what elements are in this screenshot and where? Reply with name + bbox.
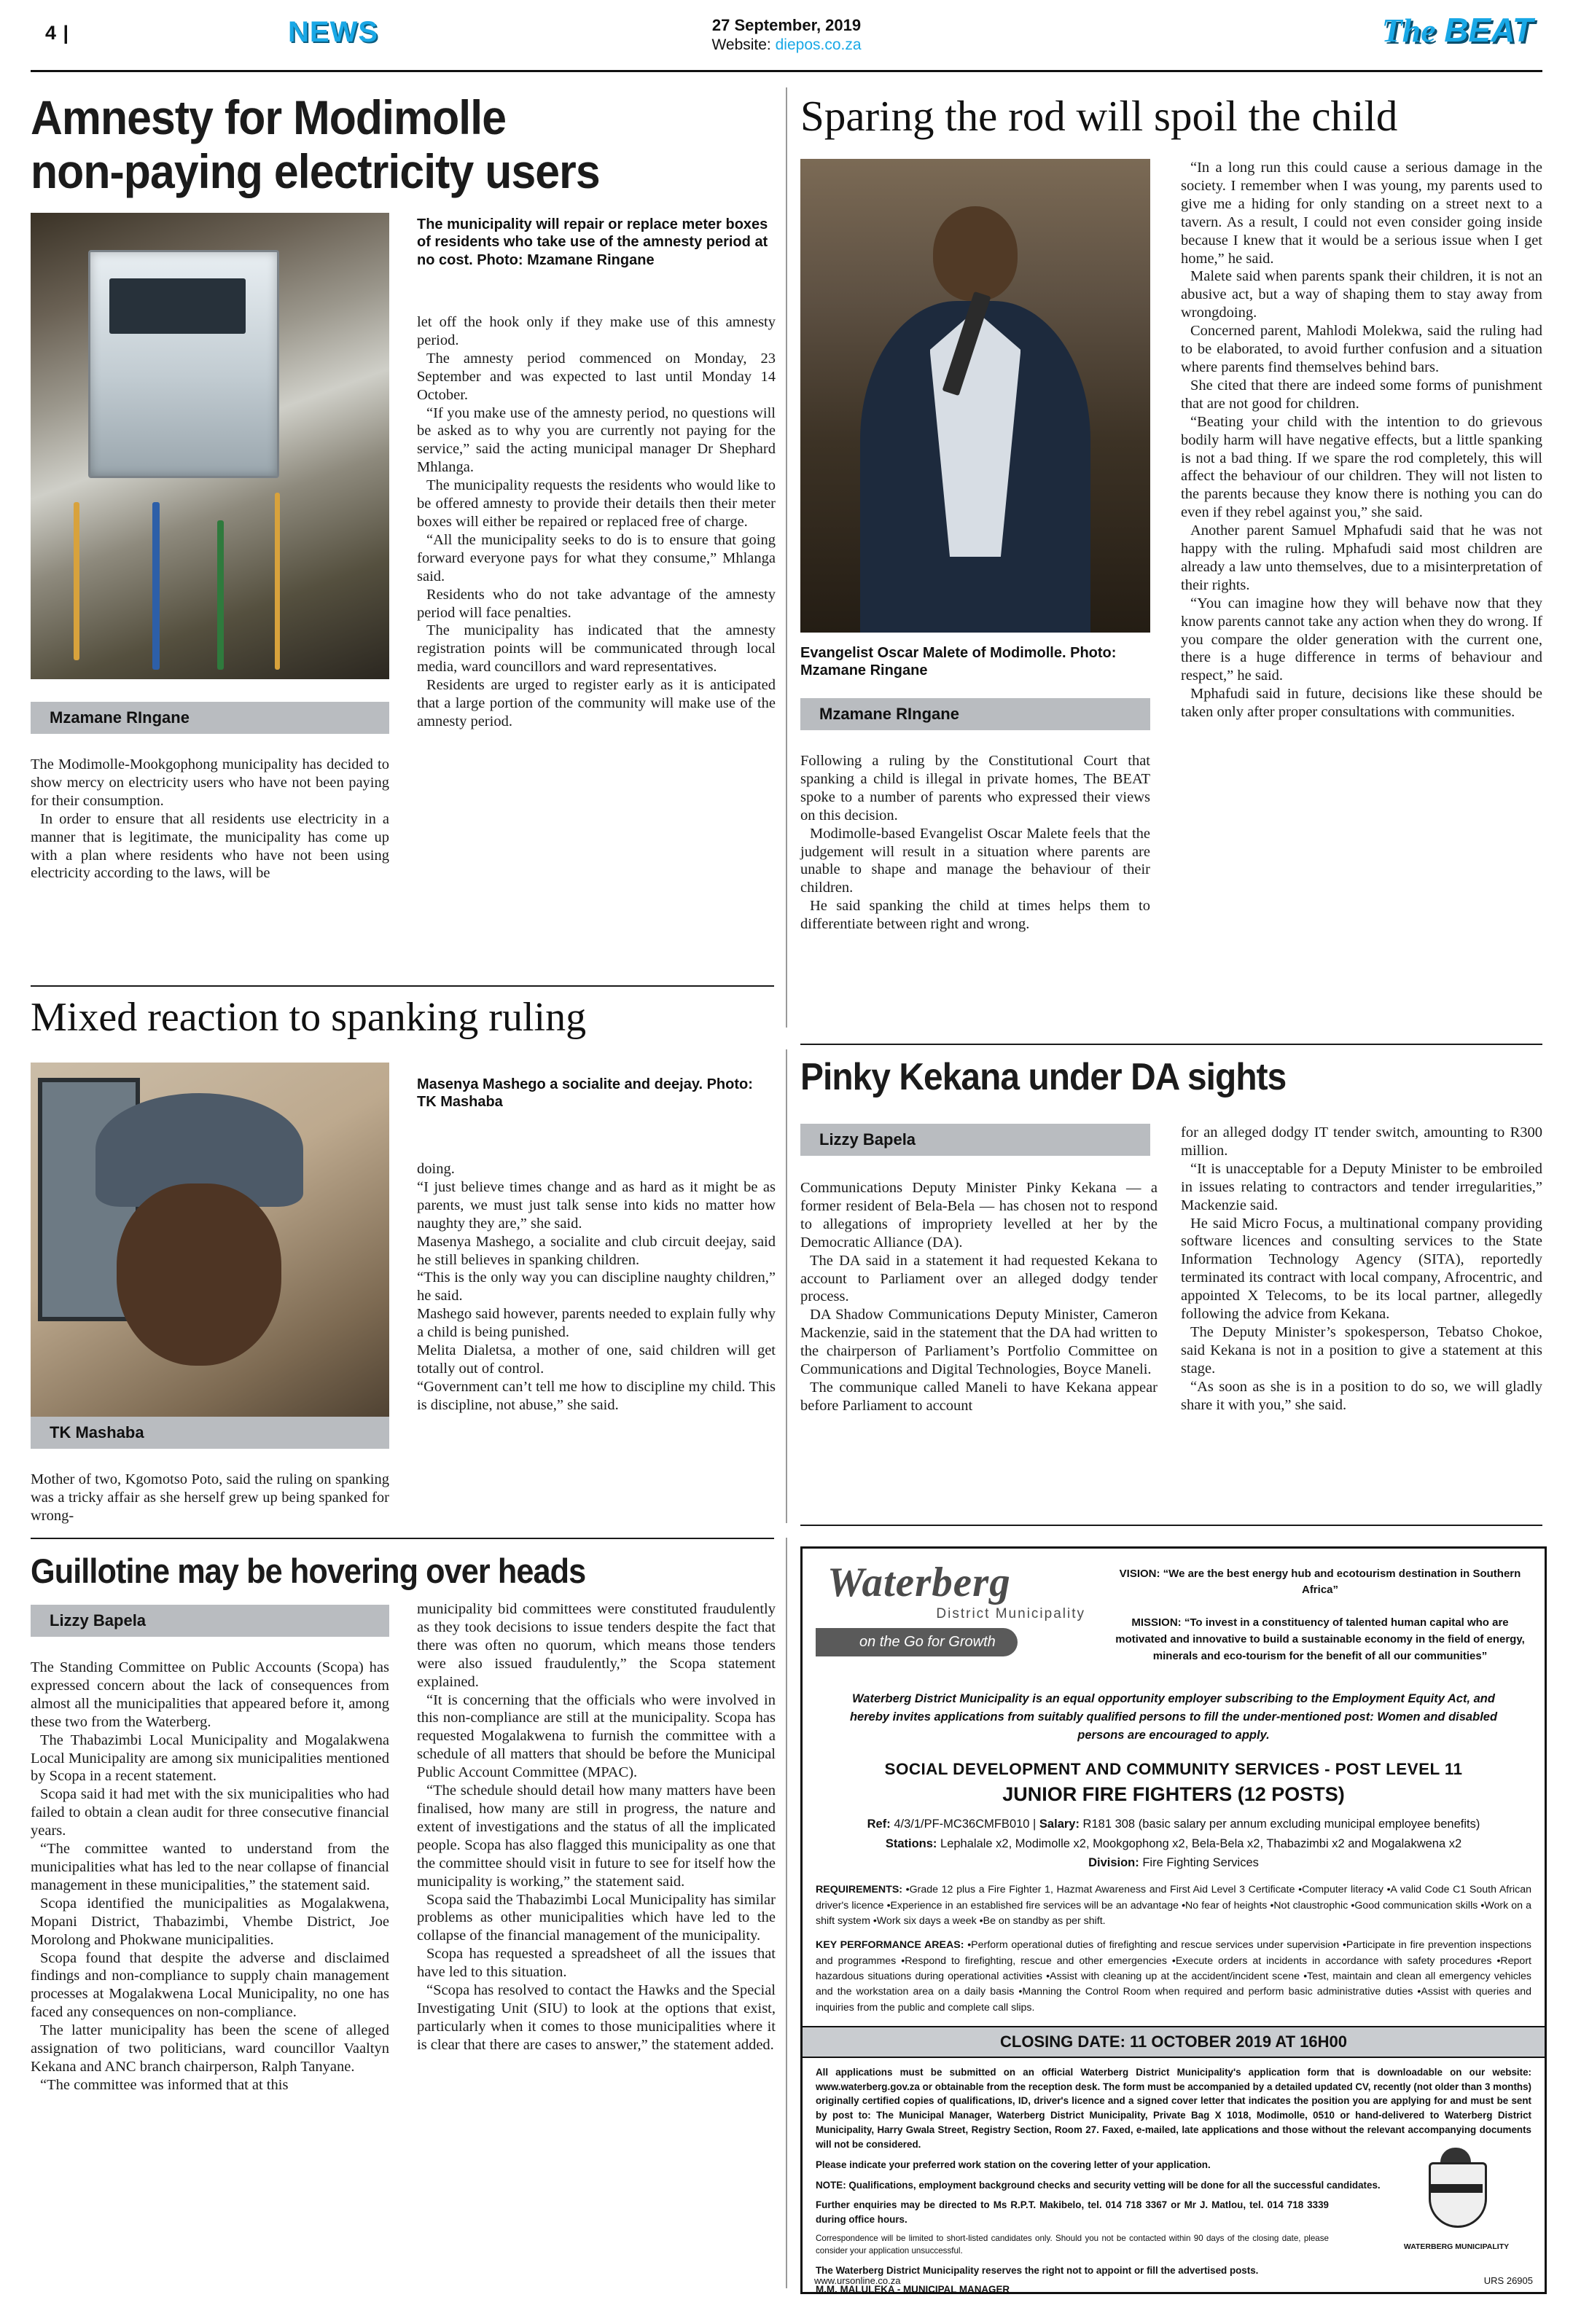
article-kekana-byline: Lizzy Bapela [800,1124,1150,1156]
issue-date: 27 September, 2019 [711,16,862,34]
advert-coat-of-arms-block [1387,2148,1526,2251]
paragraph: The municipality requests the residents who would like to be offered amnesty to provide their details then their meter boxes will either be repaired or replaced free of charge. [417,477,776,530]
advert-vision: VISION: “We are the best energy hub and ecotourism destination in Southern Africa” [1119,1568,1521,1596]
section-rule-2 [800,1044,1542,1045]
article-guillotine-byline: Lizzy Bapela [31,1605,389,1637]
article-rod-headline: Sparing the rod will spoil the child [800,92,1398,140]
article-mixed-byline: TK Mashaba [31,1417,389,1449]
page-folio: 4 | [45,22,70,44]
paragraph: for an alleged dodgy IT tender switch, amounting to R300 million. [1181,1124,1542,1159]
paragraph: “Scopa has resolved to contact the Hawks and the Special Investigating Unit (SIU) to look at the options that exist, particularly when it comes to those municipalities where it is clear that there are cases to answer,” the statement added. [417,1982,776,2053]
paragraph: Malete said when parents spank their children, it is not an abusive act, but a way of shaping them to stay away from wrongdoing. [1181,268,1542,321]
paragraph: “It is unacceptable for a Deputy Minister to be embroiled in issues relating to contractors and tender irregularities,” Mackenzie said. [1181,1160,1542,1213]
advert-post-level: SOCIAL DEVELOPMENT AND COMMUNITY SERVICES - POST LEVEL 11 [884,1760,1463,1779]
waterberg-logo [816,1559,1101,1683]
advert-coat-label: WATERBERG MUNICIPALITY [1403,2242,1510,2251]
article-amnesty-col2 [417,313,776,731]
photo-evangelist [800,159,1150,633]
publication-logo: The BEAT [1381,11,1533,49]
masthead [0,0,1573,70]
column-divider-bottom [786,1049,787,1523]
article-amnesty-col1 [31,756,389,883]
advert-stations-value: Lephalale x2, Modimolle x2, Mookgophong x2, Bela-Bela x2, Thabazimbi x2 and Mogalakwena x2 [937,1836,1462,1850]
advert-kpa-text: •Perform operational duties of firefighting and rescue services under supervision •Participate in fire prevention inspections and programmes •Respond to firefighting, rescue and other emergencies •Execute orders at incidents in accordance with safety procedures •Report hazardous situations during operational activities •Assist with cleaning up at the accident/incident scene •Test, maintain and clean all emergency vehicles and the workstation area on a daily basis •Manning the Control Room when required and perform basic administrative duties •Assist with queries and inquiries from the public and complete call slips. [816,1939,1531,2014]
photo-deejay [31,1063,389,1441]
advert-enquiries: Further enquiries may be directed to Ms R.P.T. Makibelo, tel. 014 718 3367 or Mr J. Matlou, tel. 014 718 3339 during office hours. [816,2199,1329,2226]
paragraph: “In a long run this could cause a serious damage in the society. I remember when I was young, my parents used to give me a hiding for only standing on a street next to a tavern. As a result, I could not even consider going inside because I knew that it would be a serious issue when I get home,” he said. [1181,160,1542,267]
paragraph: Modimolle-based Evangelist Oscar Malete feels that the judgement will result in a situation where parents are unable to shape and manage the behaviour of their children. [800,825,1150,896]
advert-intro: Waterberg District Municipality is an equal opportunity employer subscribing to the Employment Equity Act, and hereby invites applications from suitably qualified persons to fill the under-mentioned post: Women and disabled persons are encouraged to apply. [849,1692,1498,1742]
advert-waterberg [800,1546,1547,2294]
article-amnesty-byline: Mzamane RIngane [31,702,389,734]
article-guillotine-col1 [31,1659,389,2094]
paragraph: “Beating your child with the intention to do grievous bodily harm will have negative effects, but a little spanking is not a bad thing. If we spare the rod completely, this will affect the behaviour of our children. They will not listen to the parents because they know there is nothing you can do even if they rebel against you,” she said. [1181,413,1542,521]
paragraph: Following a ruling by the Constitutional Court that spanking a child is illegal in private homes, The BEAT spoke to a number of parents who expressed their views on this decision. [800,753,1150,823]
paragraph: “If you make use of the amnesty period, no questions will be asked as to why you are currently not paying for the service,” said the acting municipal manager Dr Shephard Mhlanga. [417,404,776,476]
section-label: NEWS [288,16,378,48]
section-rule-3 [800,1525,1542,1526]
advert-requirements [803,1872,1545,1929]
article-amnesty [31,90,774,198]
paragraph: The Thabazimbi Local Municipality and Mogalakwena Local Municipality are among six municipalities mentioned by Scopa in a recent statement. [31,1732,389,1785]
paragraph: Mashego said however, parents needed to explain fully why a child is being punished. [417,1306,776,1341]
paragraph: municipality bid committees were constituted fraudulently as they took decisions to issue tenders despite the fact that there was often no quorum, which means those tenders were also issued fraudulently,” the Scopa statement explained. [417,1601,776,1690]
advert-apply-para: All applications must be submitted on an official Waterberg District Municipality's application form that is downloadable on our website: www.waterberg.gov.za or obtainable from the reception desk. The form must be accompanied by a detailed updated CV, recently (not older than 3 months) originally certified copies of qualifications, ID, driver's licence and a signed cover letter that indicates the position you are applying for and must be sent by post to: The Municipal Manager, Waterberg District Municipality, Private Bag X 1018, Modimolle, 0510 or hand-delivered to Waterberg District Municipality, Harry Gwala Street, Registry Section, Room 27. Faxed, e-mailed, late applications and those without the relevant accompanying documents will not be considered. [816,2066,1531,2150]
advert-salary-value: R181 308 (basic salary per annum excluding municipal employee benefits) [1079,1818,1480,1831]
paragraph: Mother of two, Kgomotso Poto, said the ruling on spanking was a tricky affair as she herself grew up being spanked for wrong- [31,1471,389,1524]
advert-closing-date: CLOSING DATE: 11 OCTOBER 2019 AT 16H00 [803,2026,1545,2058]
advert-kpa [803,1929,1545,2015]
paragraph: In order to ensure that all residents use electricity in a manner that is legitimate, the municipality has come up with a plan where residents who have not been using electricity according to the laws, will be [31,810,389,882]
paragraph: “The schedule should detail how many matters have been finalised, how many are still in progress, the nature and extent of investigations and the status of all the implicated people. Scopa has also flagged this municipality as one that the committee should visit in future to see for itself how the municipality is working,” the statement said. [417,1783,776,1890]
article-kekana-col2 [1181,1124,1542,1415]
section-rule-1 [31,985,774,987]
advert-ref-value: 4/3/1/PF-MC36CMFB010 | [890,1818,1039,1831]
article-mixed-col2 [417,1160,776,1415]
paragraph: Concerned parent, Mahlodi Molekwa, said the ruling had to be elaborated, to avoid further confusion and a situation where parents find themselves behind bars. [1181,323,1542,375]
coat-of-arms-icon [1413,2148,1500,2242]
advert-ref-line [820,1815,1527,1834]
article-mixed-col1 [31,1471,389,1525]
paragraph: The Deputy Minister’s spokesperson, Tebatso Chokoe, said Kekana is not in a position to give a statement at this stage. [1181,1323,1542,1377]
photo-evangelist-caption: Evangelist Oscar Malete of Modimolle. Photo: Mzamane Ringane [800,645,1117,679]
article-guillotine-col2 [417,1600,776,2054]
waterberg-logo-sub: District Municipality [936,1606,1085,1621]
advert-ref-label: Ref: [867,1818,891,1831]
paragraph: The municipality has indicated that the amnesty registration points will be communicated through local media, ward councillors and ward representatives. [417,622,776,676]
paragraph: “The committee wanted to understand from the municipalities what has led to the near collapse of financial management in these municipalities,” the statement said. [31,1841,389,1893]
paragraph: Scopa found that despite the adverse and disclaimed findings and non-compliance to supply chain management processes at Mogalakwena Local Municipality, no one has faced any consequences on non-compliance. [31,1949,389,2021]
advert-mission: MISSION: “To invest in a constituency of talented human capital who are motivated and innovative to build a sustainable economy in the field of energy, minerals and eco-tourism for the benefit of all our communities” [1115,1616,1525,1662]
paragraph: The Standing Committee on Public Accounts (Scopa) has expressed concern about the lack of consequences from almost all the municipalities that appeared before it, among these two from the Waterberg. [31,1659,389,1730]
advert-footer-code: URS 26905 [1483,2275,1533,2286]
paragraph: Melita Dialetsa, a mother of one, said children will get totally out of control. [417,1342,776,1377]
article-guillotine-headline: Guillotine may be hovering over heads [31,1552,586,1590]
paragraph: Mphafudi said in future, decisions like these should be taken only after proper consultations with communities. [1181,686,1542,721]
paragraph: The Modimolle-Mookgophong municipality has decided to show mercy on electricity users who have not been paying for their consumption. [31,756,389,809]
advert-salary-label: Salary: [1039,1818,1080,1831]
article-mixed-headline: Mixed reaction to spanking ruling [31,995,587,1040]
article-kekana-col1 [800,1179,1158,1415]
advert-requirements-label: REQUIREMENTS: [816,1884,903,1896]
paragraph: Scopa identified the municipalities as Mogalakwena, Mopani District, Thabazimbi, Vhembe District, Joe Morolong and Phokwane municipalities. [31,1895,389,1948]
advert-note: NOTE: Qualifications, employment background checks and security vetting will be done for all the successful candidates. [816,2179,1381,2191]
paragraph: Scopa said the Thabazimbi Local Municipality has similar problems as other municipalities which have led to the collapse of the financial management of the municipality. [417,1891,776,1944]
section-rule-4 [31,1538,774,1539]
article-kekana-headline: Pinky Kekana under DA sights [800,1056,1287,1098]
paragraph: “As soon as she is in a position to do so, we will gladly share it with you,” she said. [1181,1378,1542,1413]
advert-preferred-station: Please indicate your preferred work station on the covering letter of your application. [816,2159,1211,2170]
paragraph: Masenya Mashego, a socialite and club circuit deejay, said he still believes in spanking children. [417,1233,776,1268]
waterberg-logo-ribbon: on the Go for Growth [816,1628,1018,1656]
column-divider-bottom-left [786,1538,787,2288]
paragraph: Another parent Samuel Mphafudi said that he was not happy with the ruling. Mphafudi said most children are already a law unto themselves, due to a misinterpretation of their rights. [1181,523,1542,593]
advert-manager: M.M. MALULEKA - MUNICIPAL MANAGER [816,2283,1010,2295]
paragraph: She cited that there are indeed some forms of punishment that are not good for children. [1181,377,1542,412]
paragraph: “You can imagine how they will behave now that they know parents cannot take any action when they do wrong. If you compare the older generation with the current one, there is a huge difference in terms of behaviour and respect,” he said. [1181,595,1542,684]
website-label: Website: [711,36,771,53]
paragraph: “The committee was informed that at this [40,2076,289,2093]
article-amnesty-headline: Amnesty for Modimolle non-paying electricity users [31,90,600,198]
paragraph: “It is concerning that the officials who were involved in this non-compliance are still at the municipality. Scopa has requested Mogalakwena to furnish the committee with a schedule of all matters that should be before the Municipal Public Account Committee (MPAC). [417,1691,776,1781]
waterberg-logo-word: Waterberg [827,1560,1011,1605]
advert-stations-label: Stations: [885,1836,937,1850]
paragraph: Residents are urged to register early as it is anticipated that a large portion of the community will make use of the amnesty period. [417,677,776,729]
advert-division-value: Fire Fighting Services [1139,1856,1259,1870]
advert-footer-url[interactable]: www.ursonline.co.za [814,2275,901,2286]
paragraph: Scopa has requested a spreadsheet of all the issues that have led to this situation. [417,1946,776,1981]
paragraph: The latter municipality has been the scene of alleged assignation of two politicians, ward councillor Vaaltyn Kekana and ANC branch chairperson, Ralph Tanyane. [31,2022,389,2075]
paragraph: The amnesty period commenced on Monday, 23 September and was expected to last until Monday 14 October. [417,350,776,403]
paragraph: Communications Deputy Minister Pinky Kekana — a former resident of Bela-Bela — has chosen not to respond to allegations of impropriety levelled at her by the Democratic Alliance (DA). [800,1180,1158,1251]
advert-kpa-label: KEY PERFORMANCE AREAS: [816,1939,964,1952]
advert-stations-line [820,1834,1527,1853]
column-divider-top [786,87,787,1028]
advert-division-label: Division: [1088,1856,1139,1870]
paragraph: He said spanking the child at times helps them to differentiate between right and wrong. [800,898,1150,933]
advert-ref-block [803,1815,1545,1872]
paragraph: “All the municipality seeks to do is to ensure that going forward everyone pays for what they consume,” Mhlanga said. [417,531,776,584]
advert-job-title: JUNIOR FIRE FIGHTERS (12 POSTS) [1002,1783,1345,1806]
article-rod-col1 [800,752,1150,934]
photo-meter-box [31,213,389,679]
advert-division-line [820,1853,1527,1872]
advert-requirements-text: •Grade 12 plus a Fire Fighter 1, Hazmat Awareness and First Aid Level 3 Certificate •Computer literacy •A valid Code C1 South African driver's licence •Experience in an established fire services will be an advantage •No fear of heights •Not claustrophic •Good communication skills •Work on a shift system •Work six days a week •Be on standby as per shift. [816,1884,1531,1928]
paragraph: “This is the only way you can discipline naughty children,” he said. [417,1269,776,1304]
article-rod-col2 [1181,159,1542,721]
paragraph: The communique called Maneli to have Kekana appear before Parliament to account [800,1379,1158,1414]
photo-meter-caption: The municipality will repair or replace meter boxes of residents who take use of the amnesty period at no cost. Photo: Mzamane Ringane [417,216,768,268]
paragraph: He said Micro Focus, a multinational company providing software licences and consulting services to the State Information Technology Agency (SITA), reportedly terminated its contract with local company, Afrocentric, and appointed X Telecoms, to be its local partner, allegedly following the advice from Kekana. [1181,1215,1542,1323]
paragraph: Residents who do not take advantage of the amnesty period will face penalties. [417,586,776,621]
website-url[interactable]: diepos.co.za [775,36,862,53]
paragraph: DA Shadow Communications Deputy Minister, Cameron Mackenzie, said in the statement that the DA had written to the chairperson of Parliament’s Portfolio Committee on Communications and Digital Technologies, Boyce Maneli. [800,1307,1158,1378]
article-rod-byline: Mzamane RIngane [800,698,1150,730]
paragraph: The DA said in a statement it had requested Kekana to account to Parliament over an alleged dodgy tender process. [800,1252,1158,1305]
photo-deejay-caption: Masenya Mashego a socialite and deejay. Photo: TK Mashaba [417,1076,753,1111]
paragraph: doing. [417,1161,455,1177]
masthead-rule [31,70,1542,72]
paragraph: Scopa said it had met with the six municipalities who had failed to obtain a clean audit for three consecutive financial years. [31,1786,389,1839]
paragraph: “Government can’t tell me how to discipline my child. This is discipline, not abuse,” she said. [417,1378,776,1413]
paragraph: “I just believe times change and as hard as it might be as parents, we must just talk sense into kids no matter how naughty they are,” she said. [417,1178,776,1232]
advert-correspondence: Correspondence will be limited to short-listed candidates only. Should you not be contacted within 90 days of the closing date, please consider your application unsuccessful. [816,2234,1329,2255]
advert-reserve-right: The Waterberg District Municipality reserves the right not to appoint or fill the advertised posts. [816,2264,1259,2276]
website-line [0,36,1573,54]
paragraph: let off the hook only if they make use of this amnesty period. [417,314,776,348]
